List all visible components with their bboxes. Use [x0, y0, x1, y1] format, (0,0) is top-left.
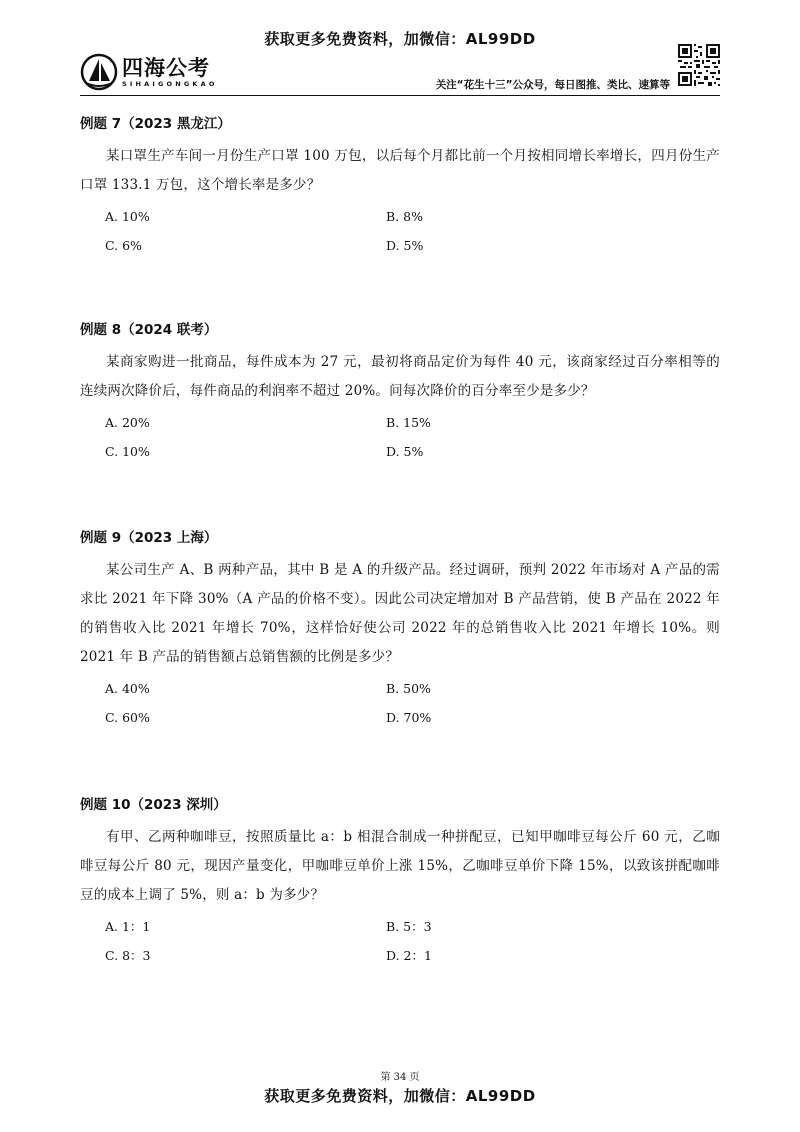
page-number: 第 34 页 — [380, 1072, 420, 1083]
option-c: C. 60% — [105, 710, 150, 725]
question-stem: 某口罩生产车间一月份生产口罩 100 万包，以后每个月都比前一个月按相同增长率增长，四月份生产口罩 133.1 万包，这个增长率是多少？ — [80, 148, 720, 193]
option-c: C. 10% — [105, 444, 150, 459]
question-8 — [80, 320, 720, 466]
qr-code-icon — [678, 44, 720, 86]
options — [80, 912, 720, 970]
option-d: D. 5% — [386, 238, 424, 253]
sail-logo-icon — [80, 53, 118, 91]
options — [80, 202, 720, 260]
question-title: 例题 7（2023 黑龙江） — [80, 116, 231, 132]
question-7 — [80, 114, 720, 260]
option-d: D. 70% — [386, 710, 432, 725]
question-10 — [80, 795, 720, 970]
options — [80, 408, 720, 466]
option-d: D. 2：1 — [386, 948, 432, 963]
bottom-promo-banner: 获取更多免费资料，加微信：AL99DD — [264, 1087, 536, 1105]
question-stem: 有甲、乙两种咖啡豆，按照质量比 a：b 相混合制成一种拼配豆，已知甲咖啡豆每公斤 60 元，乙咖啡豆每公斤 80 元，现因产量变化，甲咖啡豆单价上涨 15%，乙咖啡豆单价下降 15%，以致该拼配咖啡豆的成本上调了 5%，则 a：b 为多少？ — [80, 829, 720, 903]
option-b: B. 8% — [386, 209, 423, 224]
option-a: A. 20% — [105, 415, 150, 430]
top-promo-banner: 获取更多免费资料，加微信：AL99DD — [264, 30, 536, 48]
option-d: D. 5% — [386, 444, 424, 459]
option-a: A. 10% — [105, 209, 150, 224]
option-c: C. 6% — [105, 238, 142, 253]
option-a: A. 40% — [105, 681, 150, 696]
header-follow-note: 关注“花生十三”公众号，每日图推、类比、速算等 — [435, 79, 670, 91]
header-divider — [80, 95, 720, 96]
logo-title: 四海公考 — [122, 55, 210, 80]
question-stem: 某商家购进一批商品，每件成本为 27 元，最初将商品定价为每件 40 元，该商家经过百分率相等的连续两次降价后，每件商品的利润率不超过 20%。问每次降价的百分率至少是多少？ — [80, 354, 720, 399]
option-a: A. 1：1 — [105, 919, 151, 934]
option-b: B. 50% — [386, 681, 431, 696]
option-b: B. 5：3 — [386, 919, 432, 934]
question-9 — [80, 528, 720, 732]
logo — [80, 52, 218, 92]
question-title: 例题 8（2024 联考） — [80, 322, 218, 338]
question-title: 例题 9（2023 上海） — [80, 530, 218, 546]
options — [80, 674, 720, 732]
question-title: 例题 10（2023 深圳） — [80, 797, 227, 813]
question-stem: 某公司生产 A、B 两种产品，其中 B 是 A 的升级产品。经过调研，预判 2022 年市场对 A 产品的需求比 2021 年下降 30%（A 产品的价格不变）。因此公司决定增加对 B 产品营销，使 B 产品在 2022 年的销售收入比 2021 年增长 70%，这样恰好使公司 2022 年的总销售收入比 2021 年增长 10%。则 2021 年 B 产品的销售额占总销售额的比例是多少？ — [80, 562, 720, 665]
option-b: B. 15% — [386, 415, 431, 430]
option-c: C. 8：3 — [105, 948, 151, 963]
logo-subtitle: SIHAIGONGKAO — [122, 79, 218, 88]
